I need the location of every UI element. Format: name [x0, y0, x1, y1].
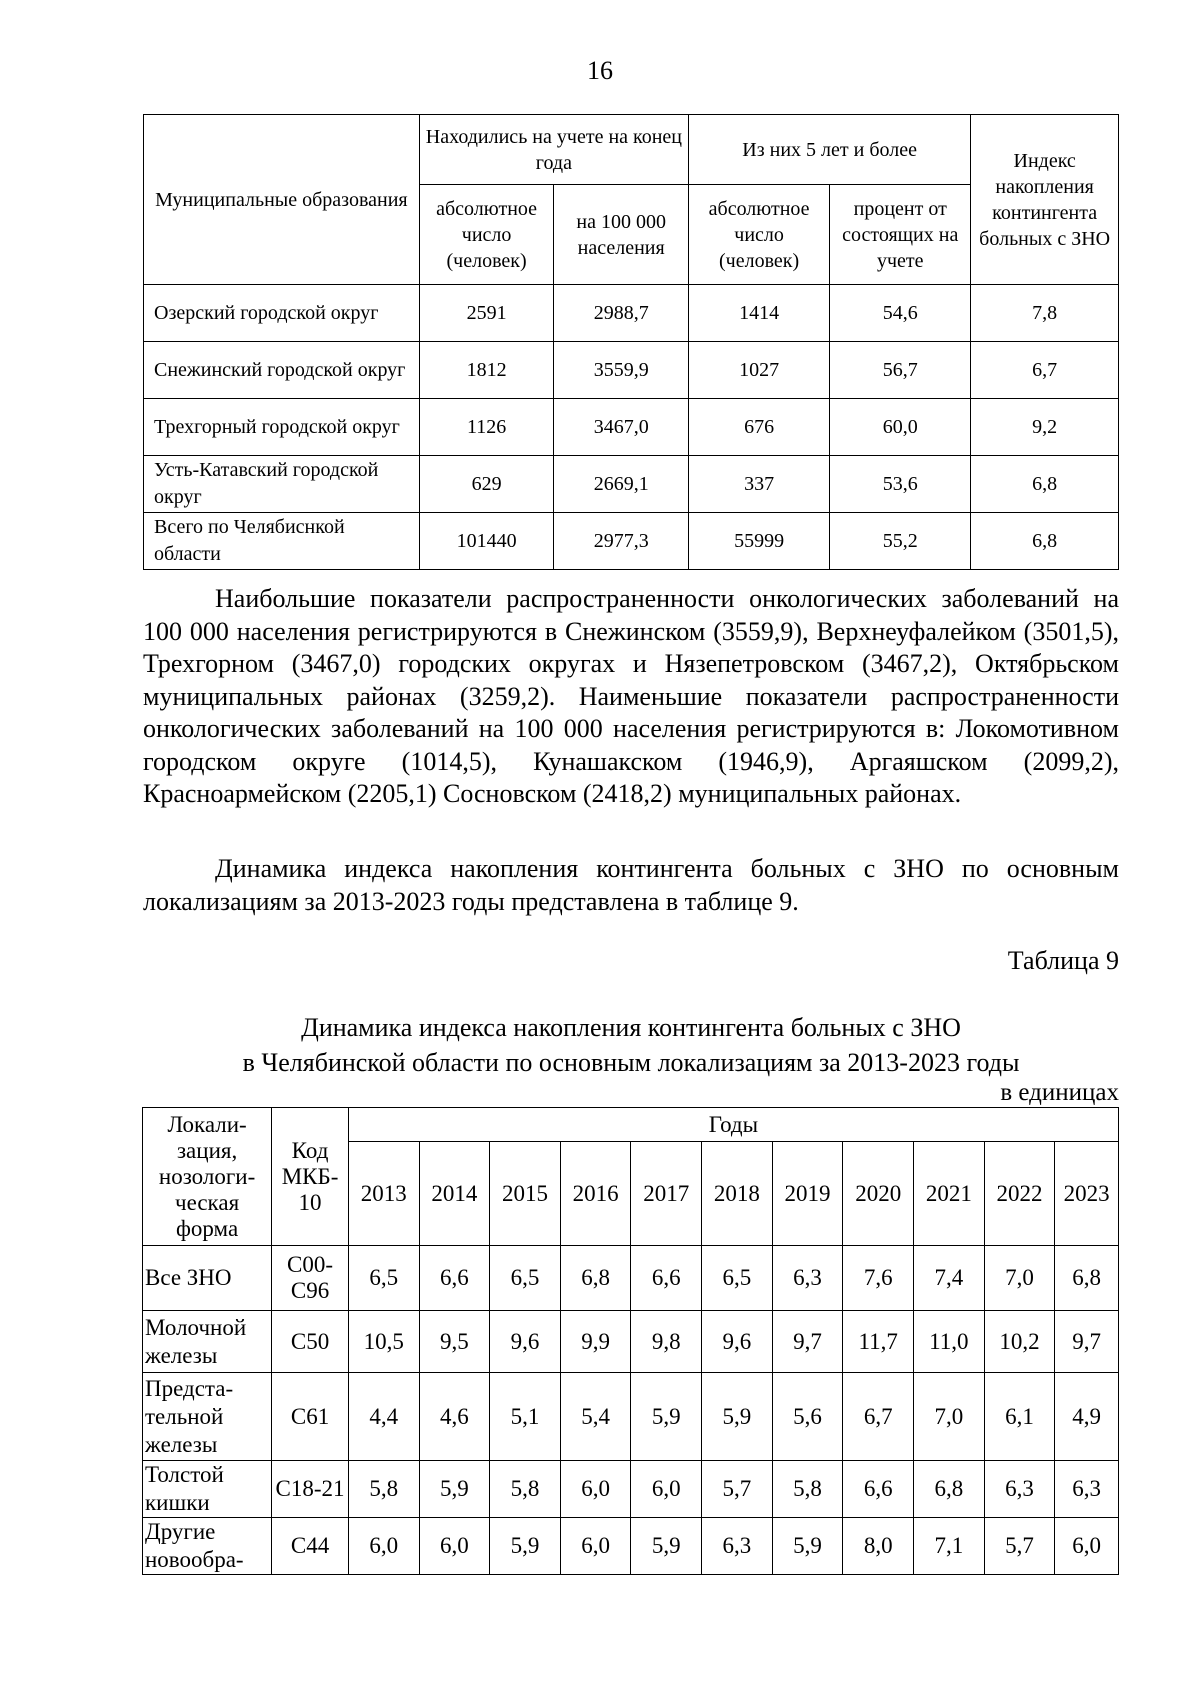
- cell-value: 5,9: [702, 1373, 773, 1461]
- header-year: 2015: [490, 1142, 561, 1246]
- header-years-group: Годы: [348, 1108, 1118, 1142]
- row-label: Предста- тельной железы: [143, 1373, 272, 1461]
- header-year: 2014: [419, 1142, 490, 1246]
- table-units: в единицах: [1000, 1079, 1119, 1106]
- cell-abs: 2591: [419, 285, 554, 342]
- cell-value: 5,8: [490, 1461, 561, 1518]
- cell-value: 7,6: [843, 1246, 914, 1311]
- cell-value: 7,4: [914, 1246, 985, 1311]
- table-title: [143, 1010, 1119, 1080]
- cell-value: 6,5: [702, 1246, 773, 1311]
- cell-value: 10,5: [348, 1311, 419, 1373]
- cell-value: 9,7: [772, 1311, 843, 1373]
- cell-abs5: 676: [689, 399, 830, 456]
- header-localization: Локали- зация, нозологи- ческая форма: [143, 1108, 272, 1246]
- cell-abs: 101440: [419, 513, 554, 570]
- cell-value: 5,6: [772, 1373, 843, 1461]
- cell-pct: 53,6: [830, 456, 971, 513]
- cell-value: 11,0: [914, 1311, 985, 1373]
- cell-value: 7,0: [984, 1246, 1055, 1311]
- table-row: [144, 342, 1119, 399]
- cell-abs: 629: [419, 456, 554, 513]
- cell-value: 11,7: [843, 1311, 914, 1373]
- cell-per100k: 2977,3: [554, 513, 689, 570]
- cell-code: С00- С96: [272, 1246, 349, 1311]
- row-label: Озерский городской округ: [144, 285, 420, 342]
- table-row: [144, 456, 1119, 513]
- table-row: [143, 1246, 1119, 1311]
- header-year: 2023: [1055, 1142, 1119, 1246]
- cell-index: 6,8: [971, 513, 1119, 570]
- header-abs-number-5y: абсолютное число (человек): [689, 185, 830, 285]
- cell-abs5: 1027: [689, 342, 830, 399]
- cell-index: 9,2: [971, 399, 1119, 456]
- cell-value: 9,7: [1055, 1311, 1119, 1373]
- table-label: Таблица 9: [1007, 946, 1119, 975]
- cell-value: 5,9: [772, 1518, 843, 1575]
- row-label: Все ЗНО: [143, 1246, 272, 1311]
- cell-value: 5,9: [490, 1518, 561, 1575]
- cell-abs: 1812: [419, 342, 554, 399]
- cell-value: 7,0: [914, 1373, 985, 1461]
- cell-value: 5,1: [490, 1373, 561, 1461]
- cell-code: С61: [272, 1373, 349, 1461]
- cell-code: С18-21: [272, 1461, 349, 1518]
- cell-value: 5,9: [419, 1461, 490, 1518]
- cell-value: 6,6: [843, 1461, 914, 1518]
- paragraph-prevalence: [143, 583, 1119, 811]
- municipal-table: [143, 114, 1119, 570]
- cell-value: 8,0: [843, 1518, 914, 1575]
- cell-value: 5,8: [772, 1461, 843, 1518]
- cell-value: 6,8: [560, 1246, 631, 1311]
- cell-value: 6,6: [631, 1246, 702, 1311]
- header-registered-group: Находились на учете на конец года: [419, 115, 688, 185]
- page-number: 16: [587, 56, 613, 85]
- cell-value: 4,9: [1055, 1373, 1119, 1461]
- table-row: [143, 1461, 1119, 1518]
- cell-value: 9,5: [419, 1311, 490, 1373]
- cell-value: 6,8: [1055, 1246, 1119, 1311]
- paragraph-dynamics: [143, 853, 1119, 918]
- table-title-line2: в Челябинской области по основным локализациям за 2013-2023 годы: [242, 1048, 1020, 1077]
- paragraph-prevalence-text: Наибольшие показатели распространенности онкологических заболеваний на 100 000 населения регистрируются в Снежинском (3559,9), Верхнеуфалейком (3501,5), Трехгорном (3467,0) городских округах и Нязепетровском (3467,2), Октябрьском муниципальных районах (3259,2). Наименьшие показатели распространенности онкологических заболеваний на 100 000 населения регистрируются в: Локомотивном городском округе (1014,5), Кунашакском (1946,9), Аргаяшском (2099,2), Красноармейском (2205,1) Сосновском (2418,2) муниципальных районах.: [143, 584, 1119, 808]
- paragraph-dynamics-text: Динамика индекса накопления контингента больных с ЗНО по основным локализациям за 2013-2023 годы представлена в таблице 9.: [143, 854, 1119, 916]
- row-label: Другие новообра-: [143, 1518, 272, 1575]
- cell-value: 6,6: [419, 1246, 490, 1311]
- cell-value: 4,6: [419, 1373, 490, 1461]
- cell-value: 6,1: [984, 1373, 1055, 1461]
- cell-value: 9,6: [702, 1311, 773, 1373]
- header-percent-registered: процент от состоящих на учете: [830, 185, 971, 285]
- cell-value: 5,4: [560, 1373, 631, 1461]
- cell-index: 6,8: [971, 456, 1119, 513]
- cell-value: 9,6: [490, 1311, 561, 1373]
- header-year: 2018: [702, 1142, 773, 1246]
- cell-per100k: 3559,9: [554, 342, 689, 399]
- cell-value: 6,5: [490, 1246, 561, 1311]
- table-title-line1: Динамика индекса накопления контингента больных с ЗНО: [301, 1013, 961, 1042]
- cell-value: 9,8: [631, 1311, 702, 1373]
- cell-pct: 56,7: [830, 342, 971, 399]
- row-label: Усть-Катавский городской округ: [144, 456, 420, 513]
- cell-value: 6,0: [348, 1518, 419, 1575]
- table-row: [144, 285, 1119, 342]
- cell-value: 5,8: [348, 1461, 419, 1518]
- cell-per100k: 2669,1: [554, 456, 689, 513]
- row-label: Снежинский городской округ: [144, 342, 420, 399]
- cell-code: С50: [272, 1311, 349, 1373]
- cell-abs5: 337: [689, 456, 830, 513]
- cell-pct: 60,0: [830, 399, 971, 456]
- row-label: Толстой кишки: [143, 1461, 272, 1518]
- cell-per100k: 2988,7: [554, 285, 689, 342]
- table-row: [143, 1311, 1119, 1373]
- cell-value: 4,4: [348, 1373, 419, 1461]
- table-row-total: [144, 513, 1119, 570]
- cell-value: 7,1: [914, 1518, 985, 1575]
- table-row: [143, 1373, 1119, 1461]
- cell-value: 6,3: [1055, 1461, 1119, 1518]
- row-label: Молочной железы: [143, 1311, 272, 1373]
- cell-value: 5,7: [702, 1461, 773, 1518]
- cell-pct: 54,6: [830, 285, 971, 342]
- cell-value: 6,3: [772, 1246, 843, 1311]
- cell-code: С44: [272, 1518, 349, 1575]
- header-index: Индекс накопления контингента больных с ЗНО: [971, 115, 1119, 285]
- header-year: 2020: [843, 1142, 914, 1246]
- header-per-100000: на 100 000 населения: [554, 185, 689, 285]
- cell-value: 6,3: [984, 1461, 1055, 1518]
- row-label: Всего по Челябиснкой области: [144, 513, 420, 570]
- header-year: 2017: [631, 1142, 702, 1246]
- cell-value: 5,9: [631, 1518, 702, 1575]
- cell-value: 6,5: [348, 1246, 419, 1311]
- table-row: [144, 399, 1119, 456]
- cell-abs5: 55999: [689, 513, 830, 570]
- cell-value: 6,0: [560, 1461, 631, 1518]
- header-municipal: Муниципальные образования: [144, 115, 420, 285]
- table-row: [143, 1518, 1119, 1575]
- cell-value: 5,7: [984, 1518, 1055, 1575]
- cell-value: 6,0: [560, 1518, 631, 1575]
- cell-per100k: 3467,0: [554, 399, 689, 456]
- cell-index: 6,7: [971, 342, 1119, 399]
- localization-index-table: [142, 1107, 1119, 1575]
- header-year: 2019: [772, 1142, 843, 1246]
- cell-value: 6,7: [843, 1373, 914, 1461]
- header-five-years-group: Из них 5 лет и более: [689, 115, 971, 185]
- cell-abs5: 1414: [689, 285, 830, 342]
- header-year: 2016: [560, 1142, 631, 1246]
- cell-index: 7,8: [971, 285, 1119, 342]
- header-icd-code: Код МКБ- 10: [272, 1108, 349, 1246]
- cell-value: 10,2: [984, 1311, 1055, 1373]
- header-year: 2021: [914, 1142, 985, 1246]
- header-abs-number: абсолютное число (человек): [419, 185, 554, 285]
- cell-value: 6,0: [631, 1461, 702, 1518]
- cell-abs: 1126: [419, 399, 554, 456]
- cell-value: 6,8: [914, 1461, 985, 1518]
- row-label: Трехгорный городской округ: [144, 399, 420, 456]
- cell-value: 6,3: [702, 1518, 773, 1575]
- header-year: 2013: [348, 1142, 419, 1246]
- cell-value: 5,9: [631, 1373, 702, 1461]
- cell-value: 6,0: [419, 1518, 490, 1575]
- cell-value: 9,9: [560, 1311, 631, 1373]
- header-year: 2022: [984, 1142, 1055, 1246]
- cell-pct: 55,2: [830, 513, 971, 570]
- cell-value: 6,0: [1055, 1518, 1119, 1575]
